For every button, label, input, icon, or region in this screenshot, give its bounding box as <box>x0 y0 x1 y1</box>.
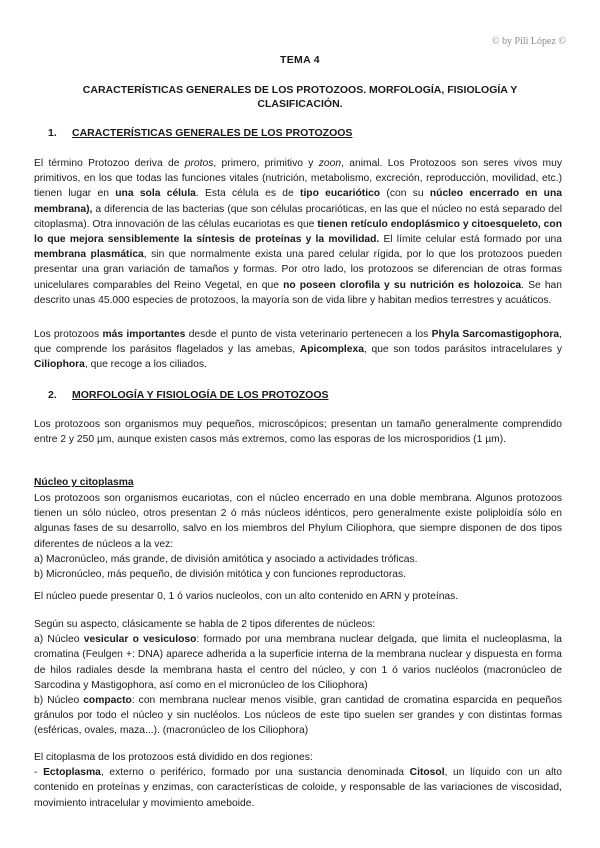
section-title: CARACTERÍSTICAS GENERALES DE LOS PROTOZOOS <box>72 127 353 139</box>
paragraph-intro: El término Protozoo deriva de protos, primero, primitivo y zoon, animal. Los Protozoos son seres vivos muy primitivos, en los que todas las funciones vitales (nutrición, metabolismo, excreción, reproducción, movilidad, etc.) tienen lugar en una sola célula. Esta célula es de tipo eucariótico (con su núcleo encerrado en una membrana), a diferencia de las bacterias (que son células procarióticas, en las que el núcleo no está separado del citoplasma). Otra innovación de las células eucariotas es que tienen retículo endoplásmico y citoesqueleto, con lo que mejora sensiblemente la síntesis de proteínas y la movilidad. El límite celular está formado por una membrana plasmática, sin que normalmente exista una pared celular rígida, por lo que los protozoos pueden presentar una gran variación de tamaños y formas. Por otro lado, los protozoos se diferencian de otras formas unicelulares comparables del Reino Vegetal, en que no poseen clorofila y su nutrición es holozoica. Se han descrito unas 45.000 especies de protozoos, la mayoría son de vida libre y habitan medios terrestres y acuáticos. <box>34 158 563 306</box>
paragraph-nucleus-types: Según su aspecto, clásicamente se habla de 2 tipos diferentes de núcleos: a) Núcleo vesicular o vesiculoso: formado por una membrana nuclear delgada, que limita el nucleoplasma, la cromatina (Feulgen +: DNA) aparece adherida a la superficie interna de la membrana nuclear y dispuesta en forma de hilos radiales desde la membrana hasta el centro del núcleo, y con 1 ó varios nucléolos (macronúcleo de Sarcodina y Mastigophora, así como en el micronúcleo de los Ciliophora) b) Núcleo compacto: con membrana nuclear menos visible, gran cantidad de cromatina esparcida en pequeños gránulos por todo el núcleo y sin nucléolos. Los núcleos de este tipo suelen ser grandes y con distintas formas (esféricas, ovales, maza...). (macronúcleo de los Ciliophora) <box>34 619 562 737</box>
paragraph-veterinary: Los protozoos más importantes desde el punto de vista veterinario pertenecen a los Phyla Sarcomastigophora, que comprende los parásitos flagelados y las amebas, Apicomplexa, que son todos parásitos intracelulares y Ciliophora, que recoge a los ciliados. <box>34 329 562 371</box>
paragraph-nucleus: Los protozoos son organismos eucariotas, con el núcleo encerrado en una doble membrana. Algunos protozoos tienen un sólo núcleo, otros presentan 2 ó más núcleos idénticos, pero generalmente existe poliploidía sólo en algunas fases de su desarrollo, salvo en los miembros del Phylum Ciliophora, que siempre disponen de dos tipos diferentes de núcleos a la vez: a) Macronúcleo, más grande, de división amitótica y asociado a actividades tróficas. b) Micronúcleo, más pequeño, de división mitótica y con funciones reproductoras. <box>34 493 562 581</box>
paragraph-nucleolus: El núcleo puede presentar 0, 1 ó varios nucleolos, con un alto contenido en ARN y proteínas. <box>34 591 459 602</box>
page-subtitle: CARACTERÍSTICAS GENERALES DE LOS PROTOZOOS. MORFOLOGÍA, FISIOLOGÍA Y CLASIFICACIÓN. <box>82 84 518 110</box>
paragraph-cytoplasm: El citoplasma de los protozoos está dividido en dos regiones: - Ectoplasma, externo o periférico, formado por una sustancia denominada Citosol, un líquido con un alto contenido en proteínas y enzimas, con características de coloide, y responsable de las variaciones de viscosidad, movimiento intracelular y movimiento ameboide. <box>34 752 562 809</box>
section-number: 1. <box>48 127 57 139</box>
page-title: TEMA 4 <box>280 54 320 66</box>
section-number: 2. <box>48 389 57 401</box>
subheading-nucleus: Núcleo y citoplasma <box>34 477 134 488</box>
paragraph-size: Los protozoos son organismos muy pequeños, microscópicos; presentan un tamaño generalmente comprendido entre 2 y 250 µm, aunque existen casos más extremos, como las esporas de los microsporidios (1 µm). <box>34 419 562 446</box>
section-heading-2 <box>48 389 329 401</box>
watermark: © by Pili López © <box>491 36 566 47</box>
section-title: MORFOLOGÍA Y FISIOLOGÍA DE LOS PROTOZOOS <box>72 389 329 401</box>
section-heading-1 <box>48 127 352 139</box>
